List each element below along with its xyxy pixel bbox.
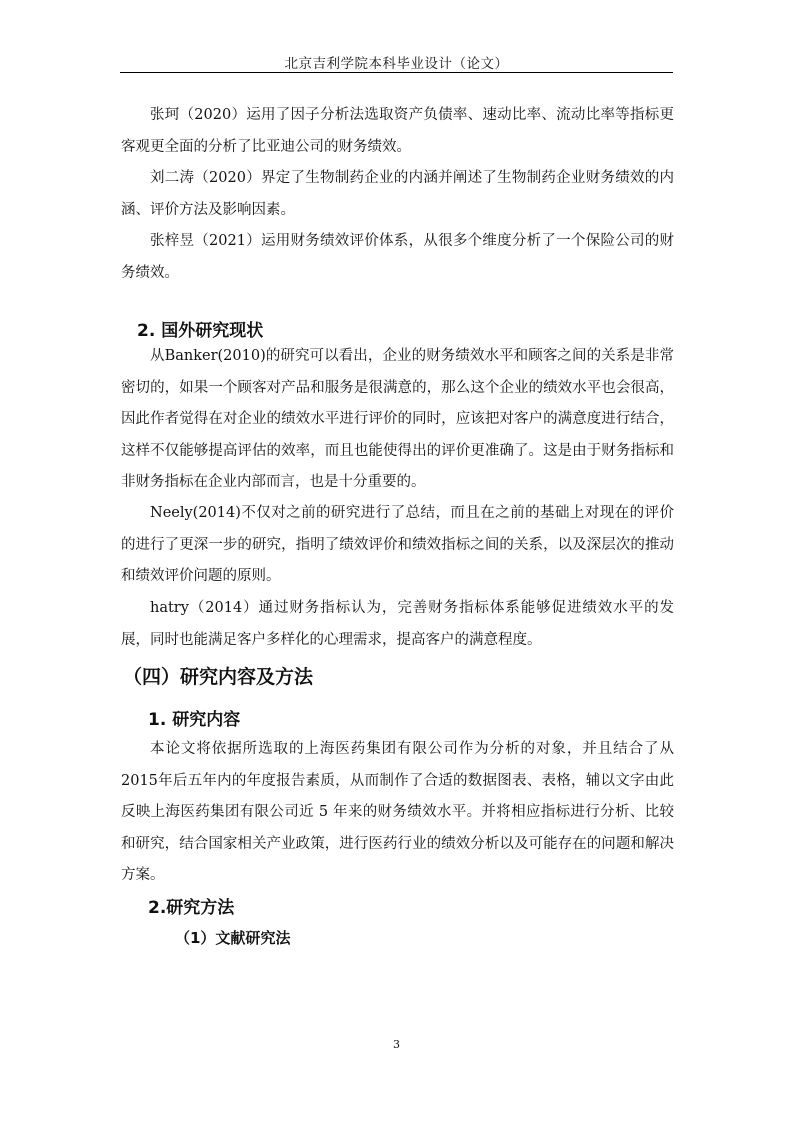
page-header: 北京吉利学院本科毕业设计（论文） <box>284 56 509 72</box>
paragraph-hatry: hatry（2014）通过财务指标认为，完善财务指标体系能够促进绩效水平的发展，同时也能满足客户多样化的心理需求，提高客户的满意程度。 <box>121 600 674 648</box>
heading-research-method: 2.研究方法 <box>148 898 235 918</box>
heading-foreign-research: 2. 国外研究现状 <box>137 321 264 341</box>
header-rule <box>120 72 673 73</box>
paragraph-zhang-ziyu: 张梓昱（2021）运用财务绩效评价体系，从很多个维度分析了一个保险公司的财务绩效。 <box>121 233 674 281</box>
paragraph-zhang-ke: 张珂（2020）运用了因子分析法选取资产负债率、速动比率、流动比率等指标更客观更全面的分析了比亚迪公司的财务绩效。 <box>121 107 674 155</box>
paragraph-liu-ertao: 刘二涛（2020）界定了生物制药企业的内涵并阐述了生物制药企业财务绩效的内涵、评价方法及影响因素。 <box>121 170 674 218</box>
page-number: 3 <box>393 1038 400 1051</box>
paragraph-neely: Neely(2014)不仅对之前的研究进行了总结，而且在之前的基础上对现在的评价的进行了更深一步的研究，指明了绩效评价和绩效指标之间的关系，以及深层次的推动和绩效评价问题的原则。 <box>121 505 674 584</box>
heading-section-4: （四）研究内容及方法 <box>123 666 314 688</box>
paragraph-banker: 从Banker(2010)的研究可以看出，企业的财务绩效水平和顾客之间的关系是非常密切的，如果一个顾客对产品和服务是很满意的，那么这个企业的绩效水平也会很高，因此作者觉得在对企业的绩效水平进行评价的同时，应该把对客户的满意度进行结合，这样不仅能够提高评估的效率，而且也能使得出的评价更准确了。这是由于财务指标和非财务指标在企业内部而言，也是十分重要的。 <box>121 348 674 490</box>
heading-literature-method: （1）文献研究法 <box>175 929 291 947</box>
paragraph-research-content: 本论文将依据所选取的上海医药集团有限公司作为分析的对象，并且结合了从2015年后五年内的年度报告素质，从而制作了合适的数据图表、表格，辅以文字由此反映上海医药集团有限公司近 5 年来的财务绩效水平。并将相应指标进行分析、比较和研究，结合国家相关产业政策，进行医药行业的绩效分析以及可能存在的问题和解决方案。 <box>121 741 674 883</box>
heading-research-content: 1. 研究内容 <box>148 710 241 730</box>
